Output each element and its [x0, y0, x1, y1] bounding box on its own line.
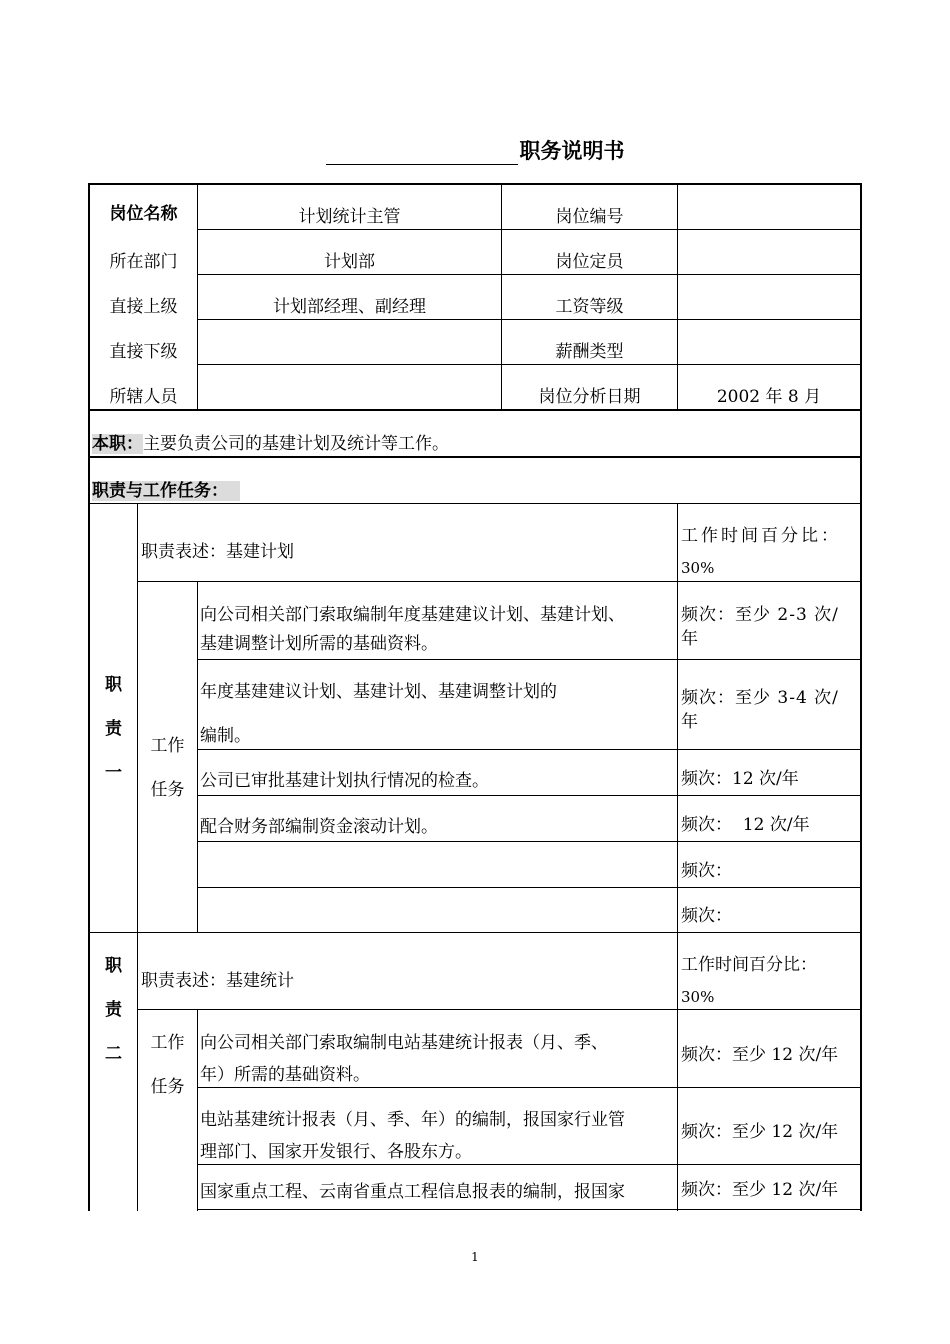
duty1-task1-line2: 基建调整计划所需的基础资料。	[200, 634, 438, 654]
rule	[88, 503, 862, 504]
rule	[137, 581, 862, 582]
duty2-task2-line1: 电站基建统计报表（月、季、年）的编制，报国家行业管	[200, 1110, 625, 1130]
duty1-label-char2: 责	[105, 719, 122, 739]
duty1-task3-freq: 频次：12 次/年	[681, 769, 799, 789]
rule	[137, 504, 138, 1211]
rule	[198, 274, 860, 275]
duty1-task1-freq-line1: 频次：至少 2-3 次/	[681, 605, 839, 625]
table-border-top	[88, 183, 862, 185]
header-label-superior: 直接上级	[109, 297, 178, 317]
rule	[677, 183, 678, 410]
duty2-label-char3: 二	[105, 1044, 122, 1064]
document-title	[0, 135, 950, 165]
duty2-task3-freq: 频次：至少 12 次/年	[681, 1180, 839, 1200]
duty2-label-char2: 责	[105, 1000, 122, 1020]
duty1-task-label-line2: 任务	[150, 780, 185, 800]
header-label-subordinate: 直接下级	[109, 342, 178, 362]
duty2-label-char1: 职	[105, 956, 122, 976]
rule	[197, 841, 862, 842]
duty1-task1-line1: 向公司相关部门索取编制年度基建建议计划、基建计划、	[200, 605, 625, 625]
rule	[88, 932, 862, 933]
duty2-task1-line1: 向公司相关部门索取编制电站基建统计报表（月、季、	[200, 1033, 608, 1053]
header-label-pay-type: 薪酬类型	[555, 342, 624, 362]
header-value-superior: 计划部经理、副经理	[273, 297, 426, 317]
summary-row	[92, 433, 449, 455]
rule	[198, 319, 860, 320]
rule	[88, 456, 862, 458]
section-title-row	[92, 480, 240, 502]
rule	[198, 229, 860, 230]
rule	[198, 364, 860, 365]
header-value-position-name: 计划统计主管	[298, 207, 401, 227]
duty1-time-percent-value: 30%	[681, 559, 715, 577]
duty1-task2-line1: 年度基建建议计划、基建计划、基建调整计划的	[200, 682, 557, 702]
title-blank-line	[326, 142, 518, 165]
header-label-department: 所在部门	[109, 252, 178, 272]
duty2-task2-line2: 理部门、国家开发银行、各股东方。	[200, 1142, 472, 1162]
duty2-task1-line2: 年）所需的基础资料。	[200, 1065, 370, 1085]
duty2-description: 职责表述：基建统计	[141, 971, 294, 991]
section-title: 职责与工作任务：	[92, 481, 240, 501]
duty2-task2-freq: 频次：至少 12 次/年	[681, 1122, 839, 1142]
rule	[197, 1010, 198, 1211]
rule	[197, 1164, 862, 1165]
duty2-time-percent-value: 30%	[681, 988, 715, 1006]
duty1-task1-freq-line2: 年	[681, 629, 698, 649]
rule	[197, 1087, 862, 1088]
rule	[197, 887, 862, 888]
duty1-task5-freq: 频次：	[681, 861, 732, 881]
rule	[88, 409, 862, 411]
duty1-task-label-line1: 工作	[150, 736, 185, 756]
rule	[137, 1009, 862, 1010]
header-value-department: 计划部	[324, 252, 375, 272]
rule	[197, 1209, 862, 1210]
summary-text: 主要负责公司的基建计划及统计等工作。	[143, 434, 449, 454]
rule	[197, 659, 862, 660]
summary-label: 本职：	[92, 434, 143, 454]
header-label-headcount: 岗位定员	[555, 252, 624, 272]
duty1-time-percent-label: 工作时间百分比：	[681, 526, 841, 546]
duty1-task4-line1: 配合财务部编制资金滚动计划。	[200, 817, 438, 837]
duty1-task2-freq-line1: 频次：至少 3-4 次/	[681, 688, 839, 708]
duty2-task-label-line1: 工作	[150, 1033, 185, 1053]
duty1-label-char3: 一	[105, 763, 122, 783]
rule	[197, 582, 198, 933]
header-label-position-code: 岗位编号	[555, 207, 624, 227]
table-border-right	[860, 183, 862, 1211]
duty1-task6-freq: 频次：	[681, 906, 732, 926]
duty1-label-char1: 职	[105, 675, 122, 695]
title-text: 职务说明书	[519, 139, 625, 163]
header-label-salary-grade: 工资等级	[555, 297, 624, 317]
duty1-description: 职责表述：基建计划	[141, 542, 294, 562]
header-label-staff: 所辖人员	[109, 387, 178, 407]
duty1-task3-line1: 公司已审批基建计划执行情况的检查。	[200, 771, 489, 791]
duty2-task-label-line2: 任务	[150, 1077, 185, 1097]
header-label-position-name: 岗位名称	[109, 204, 178, 224]
header-value-analysis-date: 2002 年 8 月	[716, 387, 822, 407]
rule	[197, 749, 862, 750]
header-label-analysis-date: 岗位分析日期	[538, 387, 641, 407]
duty1-task4-freq: 频次： 12 次/年	[681, 815, 810, 835]
page-number: 1	[471, 1250, 479, 1264]
duty2-task1-freq: 频次：至少 12 次/年	[681, 1045, 839, 1065]
duty2-time-percent-label: 工作时间百分比：	[681, 955, 817, 975]
rule	[197, 795, 862, 796]
duty1-task2-freq-line2: 年	[681, 712, 698, 732]
rule	[677, 504, 678, 1211]
duty2-task3-line1: 国家重点工程、云南省重点工程信息报表的编制，报国家	[200, 1182, 625, 1202]
duty1-task2-line2: 编制。	[200, 726, 251, 746]
